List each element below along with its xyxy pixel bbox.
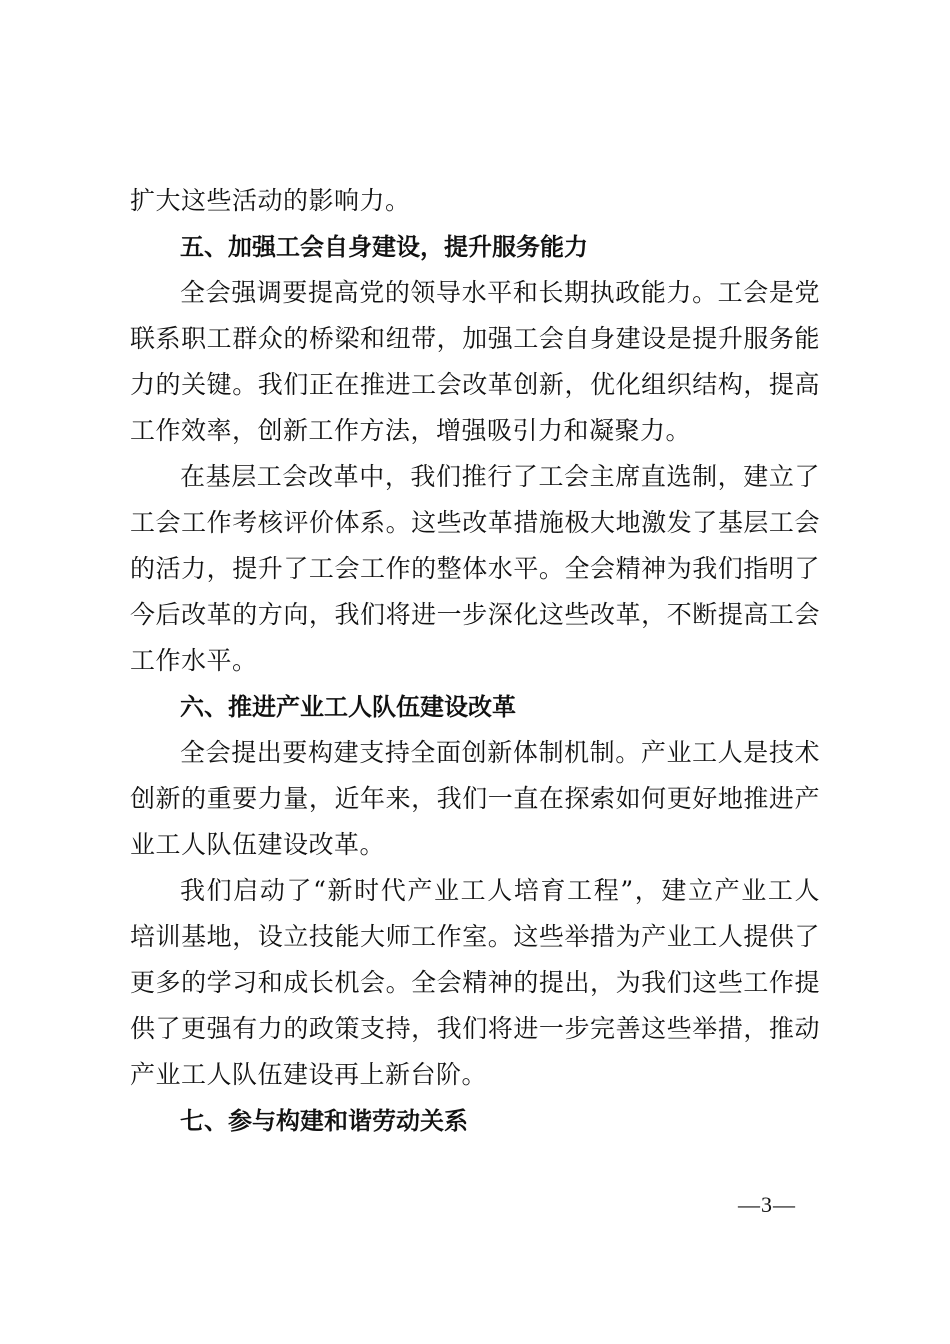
document-body — [130, 178, 820, 1144]
text-line: 工作水平。 — [130, 646, 258, 675]
paragraph — [130, 270, 820, 454]
text-line: 力的关键。我们正在推进工会改革创新，优化组织结构，提高 — [130, 370, 820, 399]
section-heading-6: 六、推进产业工人队伍建设改革 — [180, 693, 516, 721]
text-line: 联系职工群众的桥梁和纽带，加强工会自身建设是提升服务能 — [130, 324, 820, 353]
section-heading-5: 五、加强工会自身建设，提升服务能力 — [180, 233, 588, 261]
text-line: 在基层工会改革中，我们推行了工会主席直选制，建立了 — [180, 462, 820, 491]
paragraph — [130, 868, 820, 1098]
paragraph — [130, 730, 820, 868]
text-line: 扩大这些活动的影响力。 — [130, 186, 411, 215]
text-line: 业工人队伍建设改革。 — [130, 830, 386, 859]
text-line: 全会强调要提高党的领导水平和长期执政能力。工会是党 — [180, 278, 820, 307]
text-line: 我们启动了“新时代产业工人培育工程”，建立产业工人 — [180, 876, 820, 905]
text-line: 工会工作考核评价体系。这些改革措施极大地激发了基层工会 — [130, 508, 820, 537]
text-line: 全会提出要构建支持全面创新体制机制。产业工人是技术 — [180, 738, 820, 767]
text-line: 培训基地，设立技能大师工作室。这些举措为产业工人提供了 — [130, 922, 820, 951]
page-number: —3— — [738, 1192, 796, 1217]
text-line: 更多的学习和成长机会。全会精神的提出，为我们这些工作提 — [130, 968, 820, 997]
paragraph-continuation — [130, 178, 820, 224]
text-line: 创新的重要力量，近年来，我们一直在探索如何更好地推进产 — [130, 784, 820, 813]
text-line: 产业工人队伍建设再上新台阶。 — [130, 1060, 488, 1089]
text-line: 供了更强有力的政策支持，我们将进一步完善这些举措，推动 — [130, 1014, 820, 1043]
paragraph — [130, 454, 820, 684]
section-heading-7: 七、参与构建和谐劳动关系 — [180, 1107, 468, 1135]
text-line: 工作效率，创新工作方法，增强吸引力和凝聚力。 — [130, 416, 692, 445]
text-line: 的活力，提升了工会工作的整体水平。全会精神为我们指明了 — [130, 554, 820, 583]
text-line: 今后改革的方向，我们将进一步深化这些改革，不断提高工会 — [130, 600, 820, 629]
